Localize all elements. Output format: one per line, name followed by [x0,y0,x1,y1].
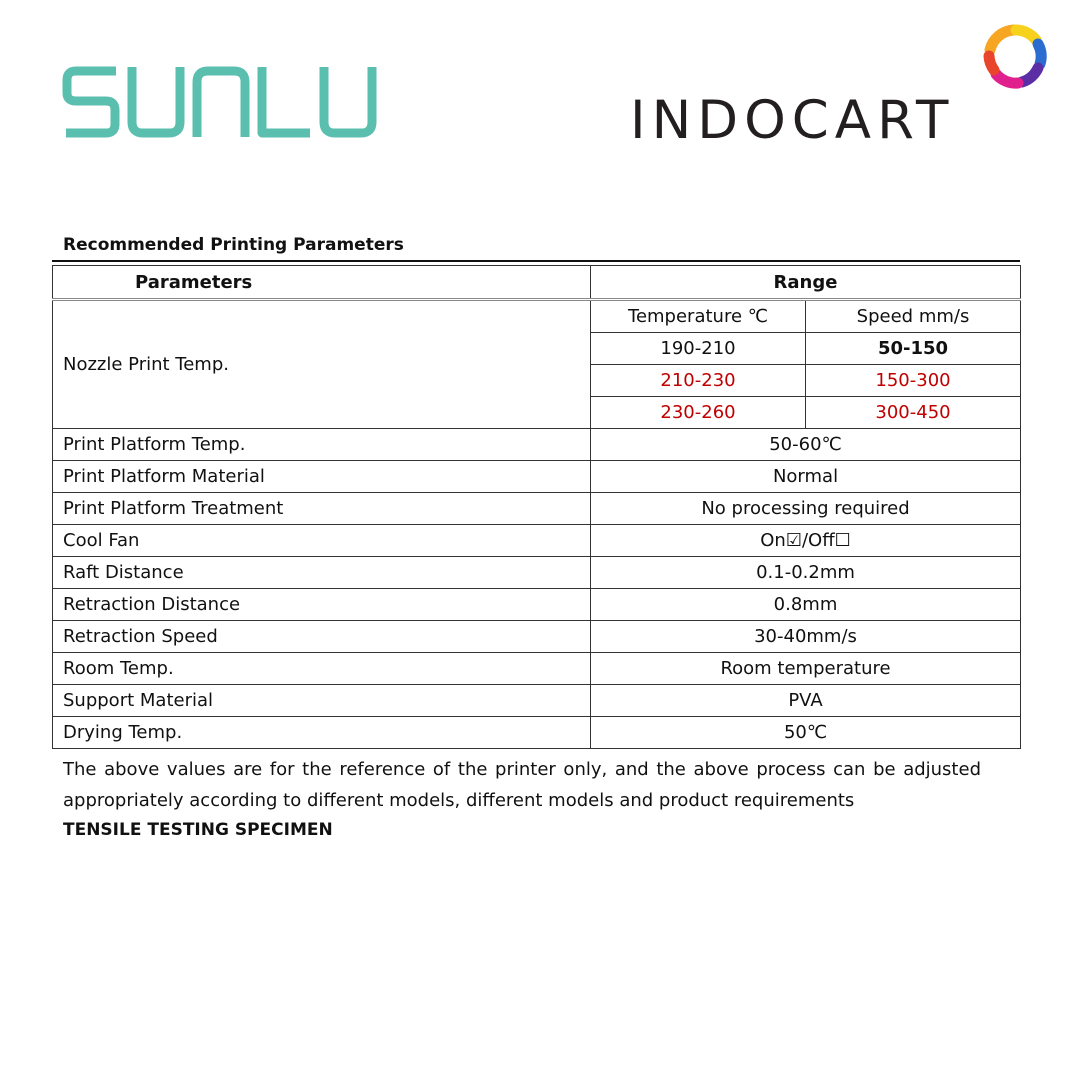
section-title: Recommended Printing Parameters [63,235,404,255]
row-value: Room temperature [591,653,1021,685]
indocart-logo [626,20,1056,151]
row-value: 50℃ [591,717,1021,749]
table-row [53,557,1021,589]
speed-subheader: Speed mm/s [806,300,1021,333]
range-header: Range [591,266,1021,300]
table-row [53,525,1021,557]
nozzle-temperature: 210-230 [591,365,806,397]
row-value: 50-60℃ [591,429,1021,461]
tensile-heading: TENSILE TESTING SPECIMEN [63,820,333,840]
sunlu-logo-glyphs [62,62,380,142]
table-row [53,685,1021,717]
row-value: 0.8mm [591,589,1021,621]
table-row [53,653,1021,685]
reference-note: The above values are for the reference of the printer only, and the above process can be adjusted appropriately according to different models, different models and product requirements [63,759,981,811]
row-value: On☑/Off☐ [591,525,1021,557]
nozzle-label: Nozzle Print Temp. [53,300,591,429]
row-label: Support Material [53,685,591,717]
nozzle-temperature: 230-260 [591,397,806,429]
parameters-header: Parameters [53,266,591,300]
nozzle-speed: 150-300 [806,365,1021,397]
nozzle-subheader-row [53,300,1021,333]
row-label: Print Platform Temp. [53,429,591,461]
title-rule [52,260,1020,262]
row-label: Retraction Distance [53,589,591,621]
row-label: Print Platform Treatment [53,493,591,525]
row-label: Drying Temp. [53,717,591,749]
row-label: Cool Fan [53,525,591,557]
nozzle-speed: 50-150 [806,333,1021,365]
row-label: Print Platform Material [53,461,591,493]
indocart-logo-text: INDOCART [630,90,955,151]
row-value: No processing required [591,493,1021,525]
table-header-row [53,266,1021,300]
table-row [53,461,1021,493]
row-value: Normal [591,461,1021,493]
row-value: 30-40mm/s [591,621,1021,653]
table-row [53,429,1021,461]
nozzle-temperature: 190-210 [591,333,806,365]
temperature-subheader: Temperature ℃ [591,300,806,333]
sunlu-logo [62,62,380,142]
table-row [53,493,1021,525]
table-row [53,621,1021,653]
indocart-ring-icon [976,20,1052,96]
row-label: Raft Distance [53,557,591,589]
printing-parameters-table [52,265,1021,749]
row-label: Retraction Speed [53,621,591,653]
nozzle-speed: 300-450 [806,397,1021,429]
row-value: PVA [591,685,1021,717]
row-label: Room Temp. [53,653,591,685]
table-row [53,717,1021,749]
row-value: 0.1-0.2mm [591,557,1021,589]
table-row [53,589,1021,621]
